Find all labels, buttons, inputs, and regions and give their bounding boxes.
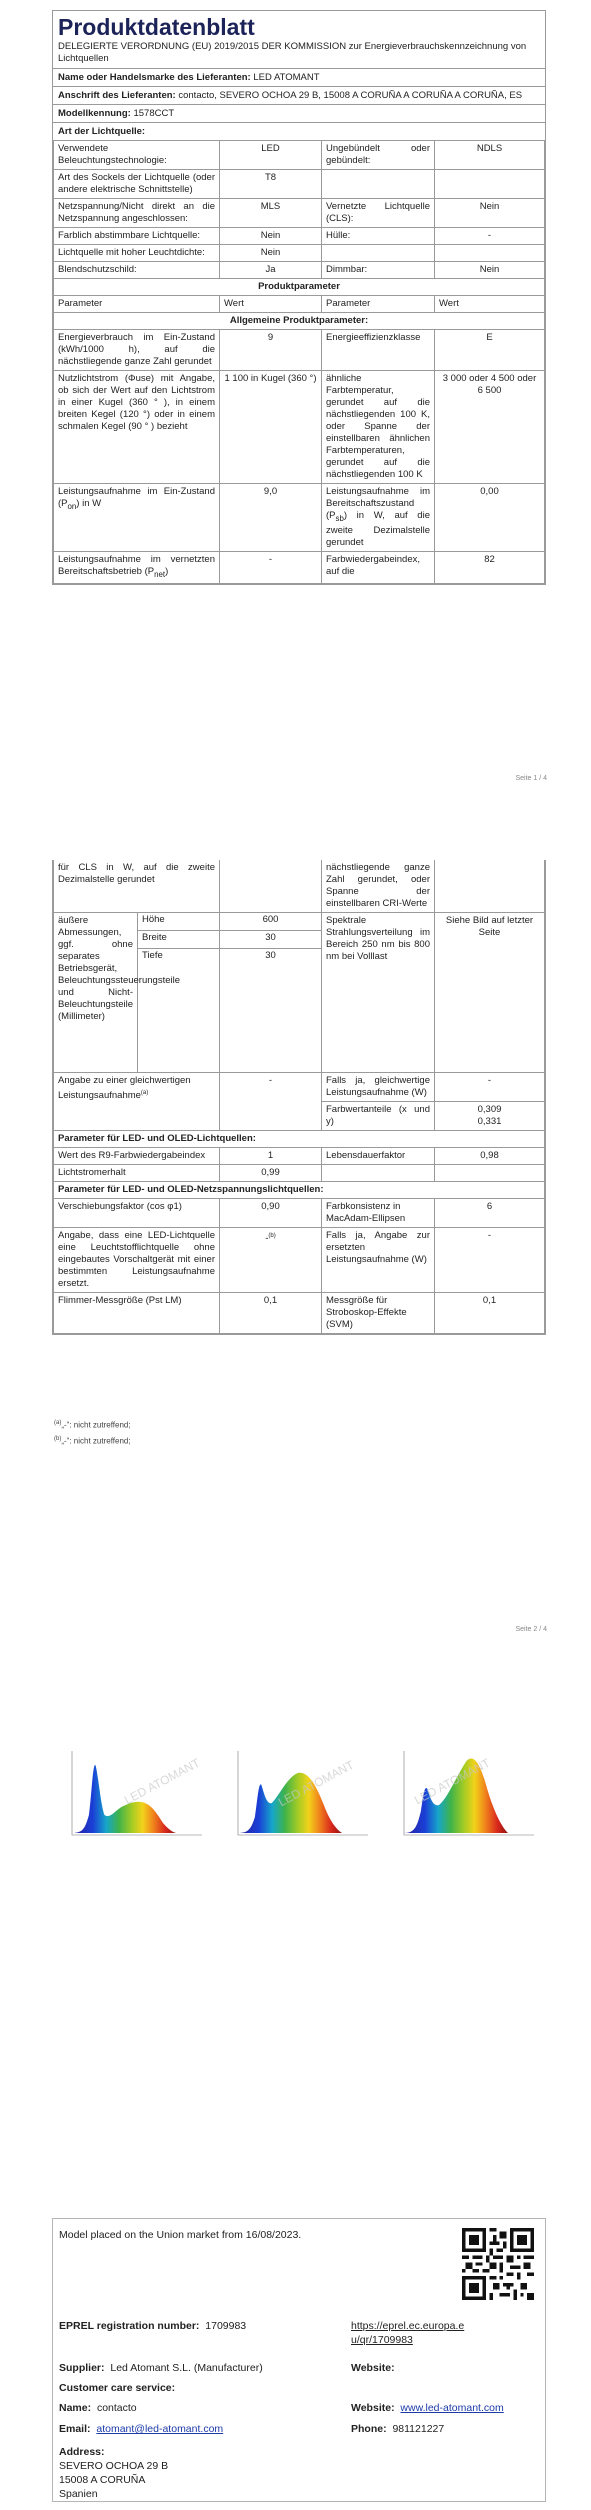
address-label — [59, 2445, 105, 2459]
cell-value: 3 000 oder 4 500 oder 6 500 — [435, 371, 545, 484]
label-text: ) in W, auf die zweite Dezimalstelle gerundet — [326, 510, 430, 548]
footnote-a — [54, 1417, 131, 1432]
cell-value: Nein — [220, 245, 322, 262]
table-row — [54, 279, 545, 296]
cell-label: Verschiebungsfaktor (cos φ1) — [54, 1199, 220, 1228]
cell-label — [54, 551, 220, 583]
cell-value: 0,309 0,331 — [435, 1102, 545, 1131]
spectrum-svg — [52, 1745, 212, 1845]
cell-label: Dimmbar: — [322, 262, 435, 279]
value-text: - — [265, 1233, 269, 1245]
spectrum-chart-4500k — [218, 1745, 378, 1845]
page-1 — [0, 0, 591, 795]
page-title: Produktdatenblatt — [58, 14, 255, 40]
table-row — [54, 1199, 545, 1228]
website2-label: Website: — [351, 2402, 395, 2414]
table-row — [54, 1131, 545, 1148]
cell-label — [54, 1073, 220, 1131]
address-line-1: SEVERO OCHOA 29 B — [59, 2460, 169, 2472]
cell-label — [54, 484, 220, 552]
eprel-link[interactable]: https://eprel.ec.europa.eu/qr/1709983 — [351, 2320, 465, 2346]
table-row — [54, 371, 545, 484]
cell-label: Energieverbrauch im Ein-Zustand (kWh/1000 h), auf die nächstliegende ganze Zahl gerundet — [54, 330, 220, 371]
page-2 — [0, 860, 591, 1650]
brand-value: LED ATOMANT — [253, 72, 320, 83]
led-params-title: Parameter für LED- und OLED-Lichtquellen: — [54, 1131, 545, 1148]
email-label: Email: — [59, 2423, 91, 2435]
type-heading — [53, 123, 545, 140]
label-text: Angabe zu einer gleichwertigen Leistungsaufnahme — [58, 1075, 191, 1102]
col-header-value: Wert — [220, 296, 322, 313]
footnote-text: „-“: nicht zutreffend; — [61, 1436, 131, 1446]
dim-value: 30 — [220, 931, 322, 949]
spectrum-chart-3000k — [52, 1745, 212, 1845]
cell-label: Messgröße für Stroboskop-Effekte (SVM) — [322, 1293, 435, 1334]
table-row — [54, 313, 545, 330]
col-header-value: Wert — [435, 296, 545, 313]
watermark: LED ATOMANT — [411, 1755, 493, 1808]
col-header-param: Parameter — [322, 296, 435, 313]
cell-value: 9,0 — [220, 484, 322, 552]
dimensions-label: äußere Abmessungen, ggf. ohne separates Betriebsgerät, Beleuchtungssteuerungsteile und Nicht-Beleuchtungsteile (Millimeter) — [54, 913, 138, 1073]
cell-value: NDLS — [435, 141, 545, 170]
cell-value: - — [435, 1228, 545, 1293]
table-row — [54, 262, 545, 279]
cell-value: 0,98 — [435, 1148, 545, 1165]
cell-value: 1 100 in Kugel (360 °) — [220, 371, 322, 484]
cell-value — [435, 170, 545, 199]
address-value: contacto, SEVERO OCHOA 29 B, 15008 A CORUÑA A CORUÑA A CORUÑA, ES — [178, 90, 523, 101]
cell-value — [435, 245, 545, 262]
cell-label: Farblich abstimmbare Lichtquelle: — [54, 228, 220, 245]
dim-name: Höhe — [138, 913, 220, 931]
customer-care-text: Customer care service: — [59, 2382, 176, 2394]
cell-value — [220, 860, 322, 913]
cell-label: Farbkonsistenz in MacAdam-Ellipsen — [322, 1199, 435, 1228]
cell-value: MLS — [220, 199, 322, 228]
cell-label: Art des Sockels der Lichtquelle (oder andere elektrische Schnittstelle) — [54, 170, 220, 199]
cell-label: Verwendete Beleuchtungstechnologie: — [54, 141, 220, 170]
cell-label: Nutzlichtstrom (Φuse) mit Angabe, ob sich der Wert auf den Lichtstrom in einer Kugel (360 ° ), in einem breiten Kegel (120 °) oder in einem schmalen Kegel (90 ° ) bezieht — [54, 371, 220, 484]
eprel-reg-line — [59, 2319, 246, 2333]
table-row — [54, 1182, 545, 1199]
cell-value: 0,1 — [220, 1293, 322, 1334]
label-text: ) — [165, 565, 169, 577]
table-row — [54, 170, 545, 199]
eprel-reg-label: EPREL registration number: — [59, 2320, 200, 2332]
cell-label: Blendschutzschild: — [54, 262, 220, 279]
address-line — [53, 87, 545, 105]
email-line — [59, 2422, 223, 2436]
cell-value: 82 — [435, 551, 545, 583]
footnote-ref: (a) — [140, 1090, 149, 1096]
market-placement-text: Model placed on the Union market from 16/08/2023. — [59, 2229, 302, 2241]
spectrum-chart-6500k — [384, 1745, 544, 1845]
label-text: ) in W — [76, 498, 102, 509]
cell-value: 1 — [220, 1148, 322, 1165]
cell-value: 6 — [435, 1199, 545, 1228]
cell-value: 9 — [220, 330, 322, 371]
address-label: Anschrift des Lieferanten: — [58, 90, 176, 101]
cell-label: Farbwertanteile (x und y) — [322, 1102, 435, 1131]
supplier-line — [59, 2361, 263, 2375]
table-row — [54, 1148, 545, 1165]
type-label: Art der Lichtquelle: — [58, 126, 146, 137]
table-row — [54, 1293, 545, 1334]
footnote-mark: (a) — [54, 1420, 62, 1426]
eprel-info-box — [52, 2218, 546, 2502]
datasheet-frame — [52, 10, 546, 585]
label-subscript: on — [67, 501, 77, 511]
cell-value — [435, 860, 545, 913]
cell-value: Nein — [220, 228, 322, 245]
website-link[interactable]: www.led-atomant.com — [400, 2402, 504, 2414]
params-table-continued — [53, 860, 545, 1334]
spectral-value: Siehe Bild auf letzter Seite — [435, 913, 545, 1073]
page-number: Seite 2 / 4 — [515, 1626, 547, 1633]
cell-label: Energieeffizienzklasse — [322, 330, 435, 371]
general-params-title: Allgemeine Produktparameter: — [54, 313, 545, 330]
cell-label: Farbwiedergabeindex, auf die — [322, 551, 435, 583]
cell-label — [322, 245, 435, 262]
col-header-param: Parameter — [54, 296, 220, 313]
website-label-text: Website: — [351, 2362, 395, 2374]
website-label — [351, 2361, 395, 2375]
cell-value: 0,00 — [435, 484, 545, 552]
contact-name-label: Name: — [59, 2402, 92, 2414]
label-subscript: net — [154, 569, 166, 579]
label-text: Leistungsaufnahme im vernetzten Bereitschaftsbetrieb (P — [58, 553, 215, 577]
brand-label: Name oder Handelsmarke des Lieferanten: — [58, 72, 251, 83]
table-row — [54, 1228, 545, 1293]
supplier-label: Supplier: — [59, 2362, 105, 2374]
phone-label: Phone: — [351, 2423, 387, 2435]
contact-name-value: contacto — [96, 2402, 137, 2414]
cell-label: Ungebündelt oder gebündelt: — [322, 141, 435, 170]
dim-value: 600 — [220, 913, 322, 931]
table-row — [54, 141, 545, 170]
cell-label: Netzspannung/Nicht direkt an die Netzspannung angeschlossen: — [54, 199, 220, 228]
cell-label: Lichtstromerhalt — [54, 1165, 220, 1182]
table-row — [54, 1073, 545, 1102]
table-row — [54, 484, 545, 552]
address-label-text: Address: — [59, 2446, 105, 2458]
footnote-mark: (b) — [54, 1436, 62, 1442]
mains-params-title: Parameter für LED- und OLED-Netzspannungslichtquellen: — [54, 1182, 545, 1199]
spectrum-svg — [384, 1745, 544, 1845]
cell-value: Nein — [435, 199, 545, 228]
model-line — [53, 105, 545, 123]
table-row — [54, 551, 545, 583]
cell-label: nächstliegende ganze Zahl gerundet, oder Spanne der einstellbaren CRI-Werte — [322, 860, 435, 913]
cell-value: - — [435, 1073, 545, 1102]
cell-value: 0,99 — [220, 1165, 322, 1182]
cell-value: E — [435, 330, 545, 371]
cell-value: Ja — [220, 262, 322, 279]
cell-value: - — [220, 551, 322, 583]
dim-name: Breite — [138, 931, 220, 949]
table-row — [54, 330, 545, 371]
phone-line — [351, 2422, 444, 2436]
table-row — [54, 913, 545, 931]
spectrum-svg — [218, 1745, 378, 1845]
cell-label: Falls ja, gleichwertige Leistungsaufnahme (W) — [322, 1073, 435, 1102]
brand-line — [53, 69, 545, 87]
cell-label: Lebensdauerfaktor — [322, 1148, 435, 1165]
cell-value: T8 — [220, 170, 322, 199]
cell-label: Falls ja, Angabe zur ersetzten Leistungsaufnahme (W) — [322, 1228, 435, 1293]
cell-label: Angabe, dass eine LED-Lichtquelle eine Leuchtstofflichtquelle ohne eingebautes Vorschaltgerät mit einer bestimmten Leistungsaufnahme ersetzt. — [54, 1228, 220, 1293]
cell-value: 0,1 — [435, 1293, 545, 1334]
cell-label: Wert des R9-Farbwiedergabeindex — [54, 1148, 220, 1165]
cell-label: für CLS in W, auf die zweite Dezimalstelle gerundet — [54, 860, 220, 913]
cell-label: Hülle: — [322, 228, 435, 245]
cell-label: Lichtquelle mit hoher Leuchtdichte: — [54, 245, 220, 262]
page-number: Seite 1 / 4 — [515, 775, 547, 782]
dim-name: Tiefe — [138, 949, 220, 1073]
table-row — [54, 199, 545, 228]
dim-value: 30 — [220, 949, 322, 1073]
spectral-label: Spektrale Strahlungsverteilung im Bereich 250 nm bis 800 nm bei Volllast — [322, 913, 435, 1073]
cell-value — [220, 1228, 322, 1293]
cell-value: 0,90 — [220, 1199, 322, 1228]
regulation-text: DELEGIERTE VERORDNUNG (EU) 2019/2015 DER KOMMISSION zur Energieverbrauchskennzeichnung von Lichtquellen — [53, 41, 545, 69]
cell-label — [322, 1165, 435, 1182]
table-row — [54, 1165, 545, 1182]
cell-label — [322, 484, 435, 552]
cell-value: - — [220, 1073, 322, 1131]
watermark: LED ATOMANT — [121, 1755, 203, 1808]
watermark: LED ATOMANT — [275, 1757, 357, 1810]
model-label: Modellkennung: — [58, 108, 131, 119]
cell-label: Vernetzte Lichtquelle (CLS): — [322, 199, 435, 228]
footnote-b — [54, 1433, 131, 1448]
address-line-3: Spanien — [59, 2488, 98, 2500]
label-text: Leistungsaufnahme im Ein-Zustand (P — [58, 486, 215, 509]
cell-label: ähnliche Farbtemperatur, gerundet auf die nächstliegenden 100 K, oder Spanne der einstellbaren ähnlichen Farbtemperaturen, gerundet auf die nächstliegenden 100 K — [322, 371, 435, 484]
contact-name-line — [59, 2401, 137, 2415]
email-link[interactable]: atomant@led-atomant.com — [96, 2423, 224, 2435]
table-row — [54, 228, 545, 245]
eprel-reg-value: 1709983 — [205, 2320, 247, 2332]
cell-label — [322, 170, 435, 199]
model-value: 1578CCT — [133, 108, 175, 119]
cell-value: LED — [220, 141, 322, 170]
customer-care-label — [59, 2381, 175, 2395]
website-line — [351, 2401, 504, 2415]
cell-label: Flimmer-Messgröße (Pst LM) — [54, 1293, 220, 1334]
label-subscript: sb — [335, 513, 344, 523]
table-row — [54, 860, 545, 913]
cell-value — [435, 1165, 545, 1182]
footnote-text: „-“: nicht zutreffend; — [61, 1420, 131, 1430]
supplier-value: Led Atomant S.L. (Manufacturer) — [110, 2362, 263, 2374]
cell-value: Nein — [435, 262, 545, 279]
qr-code[interactable] — [462, 2228, 534, 2300]
datasheet-frame-continued — [52, 860, 546, 1335]
address-line-2: 15008 A CORUÑA — [59, 2474, 146, 2486]
table-row — [54, 245, 545, 262]
cell-value: - — [435, 228, 545, 245]
params-title: Produktparameter — [54, 279, 545, 296]
phone-value: 981121227 — [392, 2423, 445, 2435]
footnote-ref: (b) — [268, 1233, 276, 1239]
table-row — [54, 296, 545, 313]
type-table — [53, 140, 545, 584]
label-text: Leistungsaufnahme im Bereitschaftszustand (P — [326, 486, 430, 521]
